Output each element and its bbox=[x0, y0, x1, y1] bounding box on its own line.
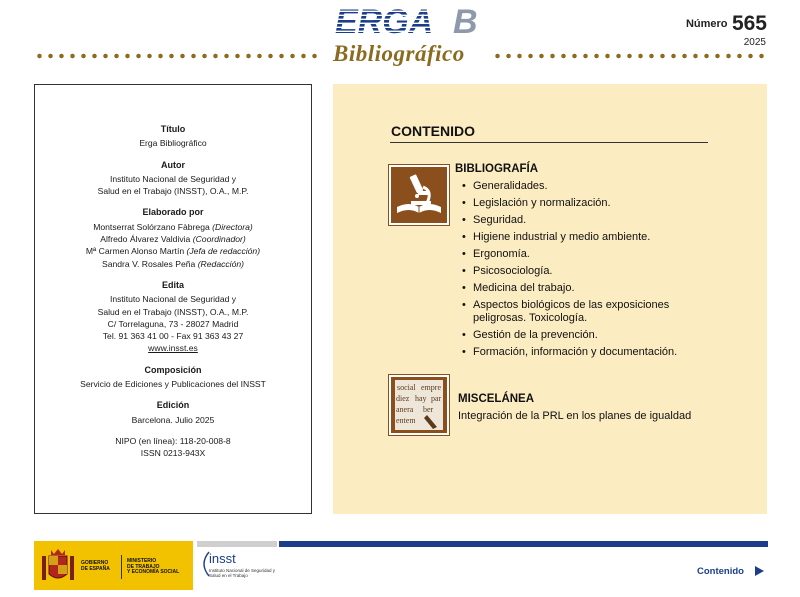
icon-word: hay bbox=[415, 394, 427, 403]
credits-nipo bbox=[35, 435, 311, 460]
list-item[interactable]: • Formación, información y documentación. bbox=[462, 346, 722, 359]
ministry-line: DE TRABAJO bbox=[127, 563, 160, 570]
contenido-link[interactable]: Contenido bbox=[697, 566, 744, 577]
credits-heading: Título bbox=[160, 124, 186, 134]
newspaper-clippings-icon bbox=[391, 377, 447, 433]
government-logo bbox=[34, 541, 193, 590]
credits-person bbox=[35, 258, 311, 270]
issue-number-label: Número bbox=[685, 18, 728, 30]
ministry-line: Y ECONOMÍA SOCIAL bbox=[127, 569, 180, 576]
list-item[interactable]: • Legislación y normalización. bbox=[462, 197, 722, 210]
credits-heading: Elaborado por bbox=[142, 207, 204, 218]
person-name: Alfredo Álvarez Valdivia bbox=[100, 234, 191, 245]
credits-line: Tel. 91 363 41 00 - Fax 91 363 43 27 bbox=[102, 331, 244, 342]
logo-erga-text: ERGA bbox=[335, 4, 434, 38]
credits-line: NIPO (en línea): 118-20-008-8 bbox=[115, 435, 231, 446]
icon-word: par bbox=[431, 394, 442, 403]
list-item[interactable]: • Aspectos biológicos de las exposiciones peligrosas. Toxicología. bbox=[462, 299, 722, 326]
dotted-rule-left bbox=[34, 53, 322, 59]
issue-number-value: 565 bbox=[731, 12, 767, 35]
footer-bar-grey bbox=[197, 541, 277, 547]
credits-heading: Autor bbox=[161, 159, 185, 170]
miscelanea-item[interactable]: Integración de la PRL en los planes de igualdad bbox=[458, 410, 692, 422]
credits-person bbox=[35, 233, 311, 245]
credits-line: Barcelona. Julio 2025 bbox=[131, 414, 215, 425]
list-item[interactable]: • Seguridad. bbox=[462, 214, 722, 227]
person-role: (Redacción) bbox=[197, 258, 245, 269]
footer-bar-blue bbox=[279, 541, 768, 547]
icon-word: entem bbox=[396, 416, 416, 425]
ministry-line: MINISTERIO bbox=[127, 558, 157, 564]
miscelanea-heading[interactable]: MISCELÁNEA bbox=[458, 393, 535, 405]
ministry-text bbox=[127, 559, 179, 576]
list-item[interactable]: • Gestión de la prevención. bbox=[462, 329, 722, 342]
coat-of-arms-icon bbox=[40, 546, 76, 586]
person-role: (Directora) bbox=[212, 221, 253, 232]
newspaper-icon[interactable] bbox=[389, 375, 449, 435]
credits-person bbox=[35, 245, 311, 257]
microscope-icon bbox=[391, 167, 447, 223]
logo-subtitle: Bibliográfico bbox=[333, 41, 465, 66]
person-name: Mª Carmen Alonso Martín bbox=[85, 246, 185, 257]
credits-line: ISSN 0213-943X bbox=[140, 448, 206, 459]
credits-heading: Composición bbox=[144, 364, 202, 375]
icon-word: anera bbox=[396, 405, 414, 414]
gov-divider bbox=[121, 555, 122, 579]
contents-rule bbox=[390, 142, 708, 143]
insst-subtitle: Instituto Nacional de Seguridad y Salud en el Trabajo bbox=[209, 568, 276, 578]
credits-autor bbox=[35, 159, 311, 198]
icon-word: ber bbox=[423, 405, 434, 414]
credits-heading: Edición bbox=[156, 400, 190, 411]
insst-website-link[interactable]: www.insst.es bbox=[148, 343, 198, 354]
person-name: Sandra V. Rosales Peña bbox=[101, 258, 196, 269]
credits-heading: Edita bbox=[161, 279, 184, 290]
icon-word: diez bbox=[396, 394, 410, 403]
person-name: Montserrat Solórzano Fàbrega bbox=[93, 221, 210, 232]
credits-box bbox=[34, 84, 312, 514]
icon-word: empre bbox=[421, 383, 441, 392]
logo-b-letter: B bbox=[453, 4, 478, 38]
contents-panel bbox=[333, 84, 767, 514]
icon-word: social bbox=[397, 383, 416, 392]
list-item[interactable]: • Medicina del trabajo. bbox=[462, 282, 722, 295]
person-role: (Coordinador) bbox=[192, 234, 246, 245]
list-item[interactable]: • Ergonomía. bbox=[462, 248, 722, 261]
bibliografia-list bbox=[462, 180, 722, 363]
credits-line: Salud en el Trabajo (INSST), O.A., M.P. bbox=[97, 306, 249, 317]
gov-line: GOBIERNO bbox=[81, 560, 109, 566]
bibliografia-heading[interactable]: BIBLIOGRAFÍA bbox=[455, 163, 539, 175]
gov-line: DE ESPAÑA bbox=[81, 565, 110, 572]
credits-composicion bbox=[35, 364, 311, 391]
erga-wordmark bbox=[331, 4, 491, 38]
insst-name: insst bbox=[209, 551, 236, 566]
list-item[interactable]: • Higiene industrial y medio ambiente. bbox=[462, 231, 722, 244]
credits-line: Servicio de Ediciones y Publicaciones del INSST bbox=[80, 379, 266, 390]
credits-edicion bbox=[35, 399, 311, 426]
gov-text bbox=[81, 561, 110, 572]
credits-line: Instituto Nacional de Seguridad y bbox=[109, 294, 237, 305]
credits-line: C/ Torrelaguna, 73 - 28027 Madrid bbox=[107, 318, 239, 329]
list-item[interactable]: • Psicosociología. bbox=[462, 265, 722, 278]
issue-number bbox=[686, 12, 767, 36]
person-role: (Jefa de redacción) bbox=[186, 246, 261, 257]
contents-title: CONTENIDO bbox=[391, 123, 475, 139]
erga-logo bbox=[331, 4, 491, 66]
credits-elaborado bbox=[35, 206, 311, 269]
credits-line: Instituto Nacional de Seguridad y bbox=[109, 173, 237, 184]
credits-person bbox=[35, 221, 311, 233]
microscope-book-icon[interactable] bbox=[389, 165, 449, 225]
dotted-rule-right bbox=[492, 53, 768, 59]
credits-titulo bbox=[35, 123, 311, 150]
credits-line: Salud en el Trabajo (INSST), O.A., M.P. bbox=[97, 186, 249, 197]
credits-line: Erga Bibliográfico bbox=[139, 138, 207, 149]
credits-edita bbox=[35, 279, 311, 355]
list-item[interactable]: • Generalidades. bbox=[462, 180, 722, 193]
issue-year: 2025 bbox=[743, 37, 766, 48]
arrow-right-icon[interactable] bbox=[755, 566, 764, 576]
insst-logo bbox=[197, 548, 277, 588]
